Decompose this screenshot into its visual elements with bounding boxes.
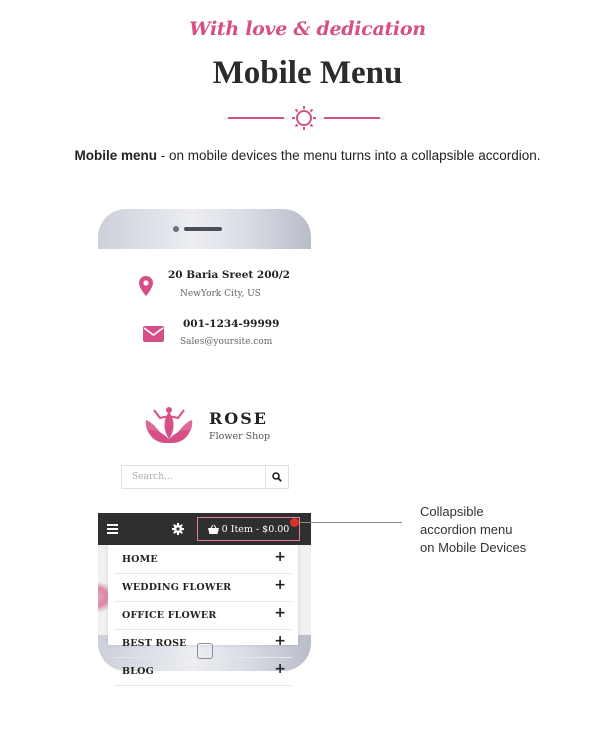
menu-item-label: HOME: [122, 554, 158, 565]
envelope-icon: [143, 326, 164, 342]
background-flower-image: [98, 579, 108, 617]
page-title: Mobile Menu: [212, 55, 403, 91]
phone-screen: [98, 249, 311, 677]
description: [0, 148, 615, 163]
cart-label: 0 Item - $0.00: [221, 523, 290, 535]
callout-line2: accordion menu: [420, 522, 513, 537]
plus-icon[interactable]: +: [274, 661, 286, 677]
menu-item-blog[interactable]: [114, 657, 292, 686]
email-address: Sales@yoursite.com: [180, 337, 273, 347]
callout-line3: on Mobile Devices: [420, 540, 527, 555]
phone-home-button: [197, 643, 213, 659]
accordion-menu: [108, 545, 298, 677]
search-icon: [272, 472, 282, 482]
plus-icon[interactable]: +: [274, 633, 286, 649]
menu-item-label: WEDDING FLOWER: [122, 582, 232, 593]
menu-item-label: BLOG: [122, 666, 154, 677]
tagline: With love & dedication: [189, 18, 426, 40]
menu-item-label: OFFICE FLOWER: [122, 610, 217, 621]
callout-dot: [290, 518, 299, 527]
description-text: - on mobile devices the menu turns into a collapsible accordion.: [157, 148, 541, 163]
logo-name: ROSE: [209, 409, 268, 428]
search-box: [121, 465, 289, 489]
speaker-slot: [184, 227, 222, 231]
camera-dot: [173, 226, 179, 232]
sun-divider-icon: [228, 104, 380, 132]
cart-button[interactable]: [197, 517, 300, 541]
search-input[interactable]: [132, 469, 260, 485]
mobile-navbar: [98, 513, 311, 545]
menu-item-wedding-flower[interactable]: [114, 573, 292, 602]
menu-item-home[interactable]: [114, 545, 292, 574]
menu-item-office-flower[interactable]: [114, 601, 292, 630]
hamburger-icon[interactable]: [107, 524, 118, 534]
basket-icon: [208, 525, 219, 534]
callout-line: [299, 522, 402, 523]
lotus-icon: [142, 406, 196, 446]
gear-icon[interactable]: [172, 523, 184, 535]
map-pin-icon: [139, 276, 153, 296]
phone-number: 001-1234-99999: [183, 318, 280, 330]
callout-text: [420, 503, 526, 557]
logo-subtitle: Flower Shop: [209, 431, 271, 442]
plus-icon[interactable]: +: [274, 549, 286, 565]
callout-line1: Collapsible: [420, 504, 484, 519]
address-line2: NewYork City, US: [180, 289, 261, 299]
address-line1: 20 Baria Sreet 200/2: [168, 269, 290, 281]
search-button[interactable]: [265, 466, 288, 488]
phone-mockup: [98, 209, 311, 677]
menu-item-label: BEST ROSE: [122, 638, 187, 649]
description-bold: Mobile menu: [74, 148, 158, 163]
plus-icon[interactable]: +: [274, 605, 286, 621]
plus-icon[interactable]: +: [274, 577, 286, 593]
